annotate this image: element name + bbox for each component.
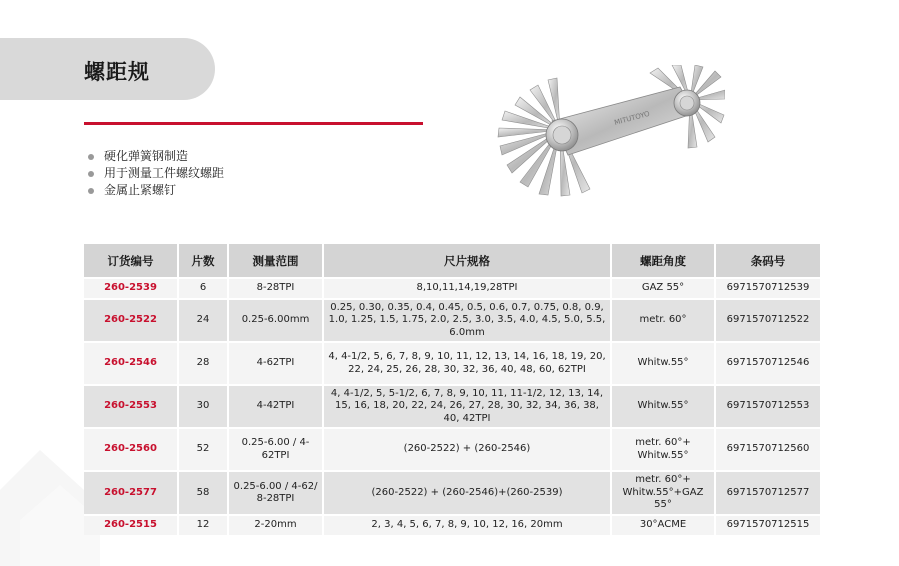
- order-code: 260-2539: [84, 278, 178, 299]
- measure-range: 2-20mm: [228, 515, 323, 535]
- thread-angle: metr. 60°+ Whitw.55°+GAZ 55°: [611, 471, 715, 515]
- blade-spec: 4, 4-1/2, 5, 5-1/2, 6, 7, 8, 9, 10, 11, 11-1/2, 12, 13, 14, 15, 16, 18, 20, 22, 24, 26, 27, 28, 30, 32, 34, 36, 38, 40, 42TPI: [323, 385, 611, 428]
- table-row: [84, 428, 820, 471]
- piece-count: 6: [178, 278, 228, 299]
- table-row: [84, 515, 820, 535]
- feature-list: [88, 148, 224, 199]
- measure-range: 0.25-6.00 / 4-62/ 8-28TPI: [228, 471, 323, 515]
- page-title: 螺距规: [84, 60, 150, 84]
- piece-count: 30: [178, 385, 228, 428]
- column-header-spec: 尺片规格: [323, 244, 611, 278]
- feature-item: [88, 148, 224, 165]
- table-row: [84, 342, 820, 385]
- table-row: [84, 299, 820, 342]
- thread-angle: metr. 60°+ Whitw.55°: [611, 428, 715, 471]
- thread-gauge-product-image: [490, 65, 725, 200]
- feature-text: 用于测量工件螺纹螺距: [104, 166, 225, 180]
- feature-item: [88, 165, 224, 182]
- piece-count: 52: [178, 428, 228, 471]
- blade-spec: 0.25, 0.30, 0.35, 0.4, 0.45, 0.5, 0.6, 0.7, 0.75, 0.8, 0.9, 1.0, 1.25, 1.5, 1.75, 2.0, 2.5, 3.0, 3.5, 4.0, 4.5, 5.0, 5.5, 6.0mm: [323, 299, 611, 342]
- column-header-order-no: 订货编号: [84, 244, 178, 278]
- measure-range: 0.25-6.00 / 4-62TPI: [228, 428, 323, 471]
- barcode: 6971570712539: [715, 278, 820, 299]
- title-divider: [84, 122, 423, 125]
- table-row: [84, 471, 820, 515]
- order-code: 260-2522: [84, 299, 178, 342]
- feature-item: [88, 182, 224, 199]
- piece-count: 12: [178, 515, 228, 535]
- feature-text: 硬化弹簧钢制造: [104, 149, 189, 163]
- barcode: 6971570712546: [715, 342, 820, 385]
- gauge-engraving: MITUTOYO: [613, 109, 651, 127]
- order-code: 260-2546: [84, 342, 178, 385]
- blade-spec: 4, 4-1/2, 5, 6, 7, 8, 9, 10, 11, 12, 13, 14, 16, 18, 19, 20, 22, 24, 25, 26, 28, 30, 32, 36, 40, 48, 60, 62TPI: [323, 342, 611, 385]
- barcode: 6971570712577: [715, 471, 820, 515]
- blade-spec: 8,10,11,14,19,28TPI: [323, 278, 611, 299]
- column-header-barcode: 条码号: [715, 244, 820, 278]
- bullet-icon: [88, 154, 94, 160]
- column-header-count: 片数: [178, 244, 228, 278]
- order-code: 260-2515: [84, 515, 178, 535]
- blade-spec: (260-2522) + (260-2546)+(260-2539): [323, 471, 611, 515]
- measure-range: 8-28TPI: [228, 278, 323, 299]
- order-code: 260-2560: [84, 428, 178, 471]
- barcode: 6971570712515: [715, 515, 820, 535]
- thread-angle: GAZ 55°: [611, 278, 715, 299]
- feature-text: 金属止紧螺钉: [104, 183, 177, 197]
- piece-count: 28: [178, 342, 228, 385]
- barcode: 6971570712522: [715, 299, 820, 342]
- measure-range: 4-62TPI: [228, 342, 323, 385]
- table-row: [84, 385, 820, 428]
- piece-count: 24: [178, 299, 228, 342]
- blade-spec: (260-2522) + (260-2546): [323, 428, 611, 471]
- column-header-angle: 螺距角度: [611, 244, 715, 278]
- table-header-row: [84, 244, 820, 278]
- measure-range: 4-42TPI: [228, 385, 323, 428]
- order-code: 260-2577: [84, 471, 178, 515]
- thread-angle: 30°ACME: [611, 515, 715, 535]
- blade-spec: 2, 3, 4, 5, 6, 7, 8, 9, 10, 12, 16, 20mm: [323, 515, 611, 535]
- column-header-range: 测量范围: [228, 244, 323, 278]
- bullet-icon: [88, 171, 94, 177]
- barcode: 6971570712553: [715, 385, 820, 428]
- table-row: [84, 278, 820, 299]
- thread-angle: metr. 60°: [611, 299, 715, 342]
- piece-count: 58: [178, 471, 228, 515]
- barcode: 6971570712560: [715, 428, 820, 471]
- measure-range: 0.25-6.00mm: [228, 299, 323, 342]
- thread-angle: Whitw.55°: [611, 342, 715, 385]
- spec-table: [84, 244, 820, 535]
- order-code: 260-2553: [84, 385, 178, 428]
- bullet-icon: [88, 188, 94, 194]
- thread-angle: Whitw.55°: [611, 385, 715, 428]
